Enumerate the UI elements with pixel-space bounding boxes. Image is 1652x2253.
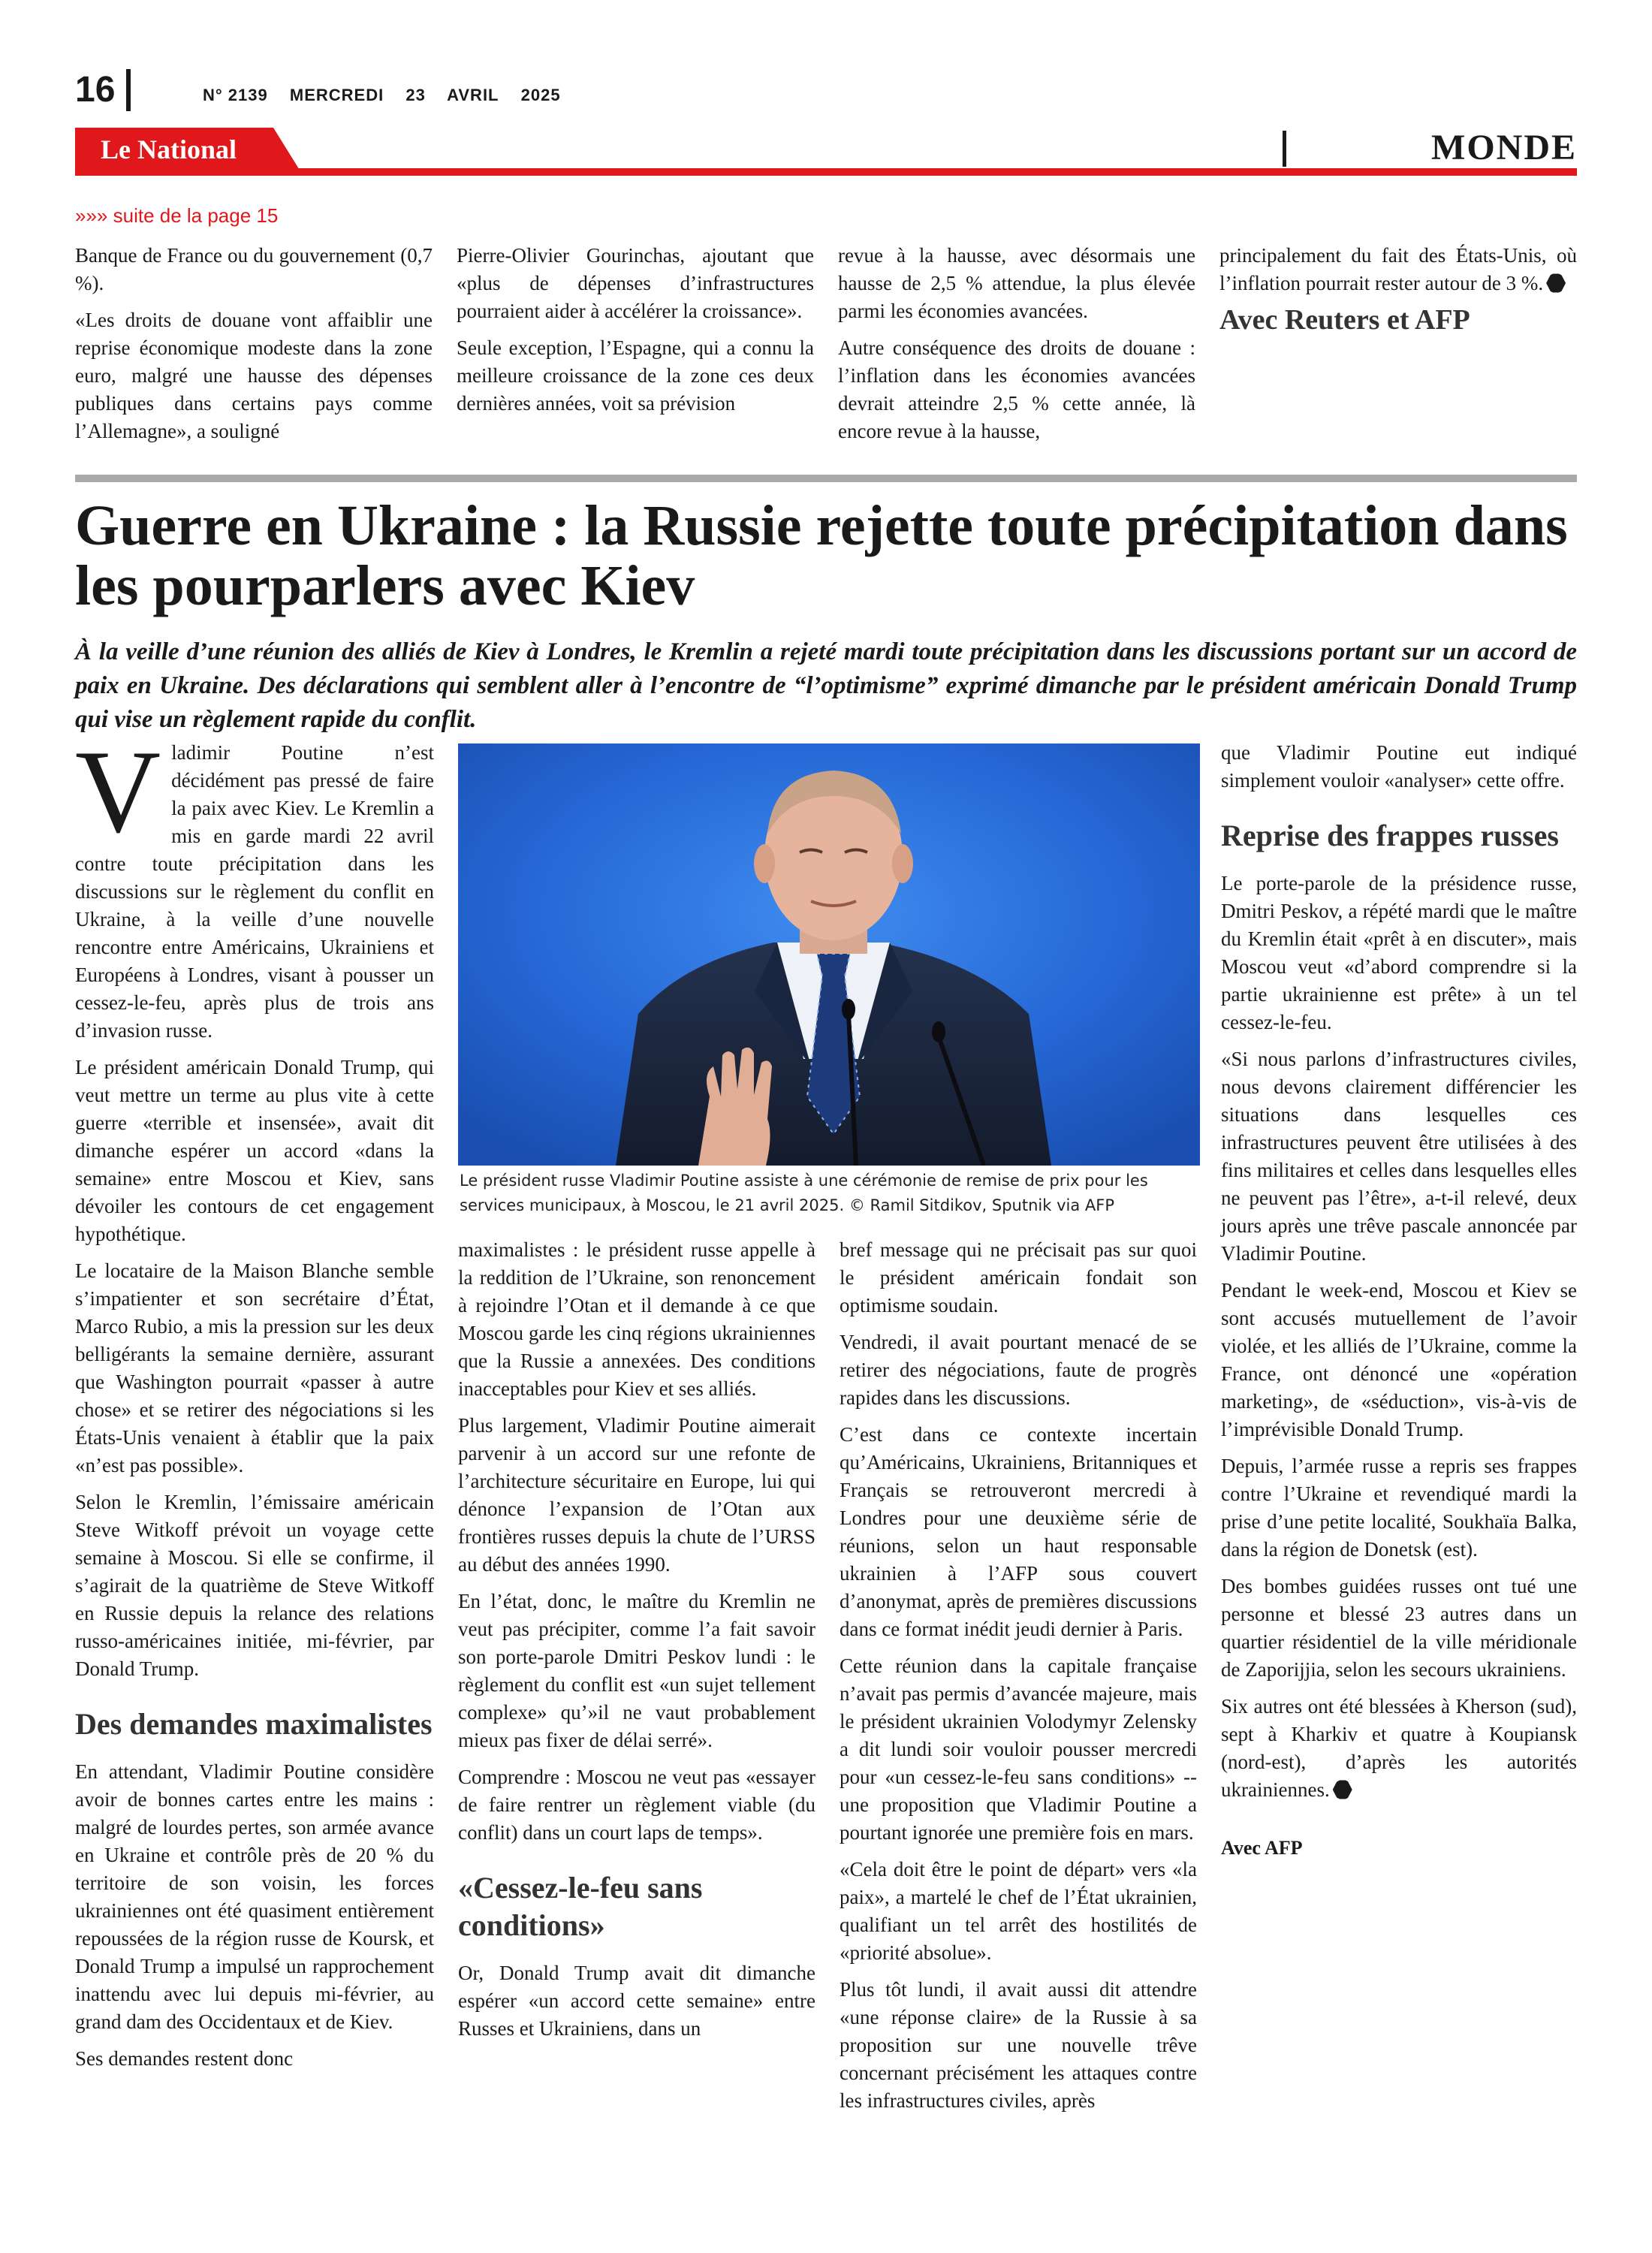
paragraph: Selon le Kremlin, l’émissaire américain Steve Witkoff prévoit un voyage cette semaine à Moscou. Si elle se confirme, il s’agirait de la quatrième de Steve Witkoff en Russie depuis la relance des relations russo-américaines initiée, mi-février, par Donald Trump. [75,1491,434,1680]
paragraph: que Vladimir Poutine eut indiqué simplement vouloir «analyser» cette offre. [1221,741,1577,792]
prev-article-col3 [838,242,1195,454]
paragraph: Banque de France ou du gouvernement (0,7 %). [75,244,433,294]
section-divider [1283,131,1286,167]
paragraph: bref message qui ne précisait pas sur quoi le président américain fondait son optimisme soudain. [840,1238,1197,1317]
article-col2 [458,1236,815,2052]
paragraph: Vendredi, il avait pourtant menacé de se retirer des négociations, faute de progrès rapides dans les discussions. [840,1331,1197,1409]
paragraph: Seule exception, l’Espagne, qui a connu la meilleure croissance de la zone ces deux dernières années, voit sa prévision [457,336,814,415]
paragraph-text: principalement du fait des États-Unis, où l’inflation pourrait rester autour de 3 %. [1219,244,1577,294]
paragraph: Le porte-parole de la présidence russe, Dmitri Peskov, a répété mardi que le maître du Kremlin était «prêt à en discuter», mais Moscou veut «d’abord comprendre si la partie ukrainienne est prête» à un tel cessez-le-feu. [1221,872,1577,1033]
issue-day: 23 [405,86,426,104]
issue-info [203,86,577,105]
paragraph: Or, Donald Trump avait dit dimanche espérer «un accord cette semaine» entre Russes et Ukrainiens, dans un [458,1962,815,2040]
paragraph [1221,1693,1577,1804]
subheading: «Cessez-le-feu sans conditions» [458,1871,703,1942]
paragraph: Pierre-Olivier Gourinchas, ajoutant que «plus de dépenses d’infrastructures pourraient aider à accélérer la croissance». [457,244,814,322]
dropcap: V [75,726,161,858]
paragraph: Plus largement, Vladimir Poutine aimerait parvenir à un accord sur une refonte de l’architecture sécuritaire en Europe, lui qui dénonce l’expansion de l’Otan aux frontières russes depuis la chute de l’URSS au début des années 1990. [458,1414,815,1576]
subheading: Reprise des frappes russes [1221,819,1559,852]
article-col3 [840,1236,1197,2124]
paragraph: Des bombes guidées russes ont tué une personne et blessé 23 autres dans un quartier résidentiel de la ville méridionale de Zaporijjia, selon les secours ukrainiens. [1221,1575,1577,1681]
brand-name: Le National [101,134,237,164]
paragraph: En l’état, donc, le maître du Kremlin ne veut pas précipiter, comme l’a fait savoir son porte-parole Dmitri Peskov lundi : le règlement du conflit est «un sujet tellement complexe» qu’»il ne vaut probablement mieux pas fixer de délai serré». [458,1590,815,1751]
prev-article-signature: Avec Reuters et AFP [1219,304,1470,336]
continued-from-page: »»» suite de la page 15 [75,204,279,227]
issue-month: AVRIL [447,86,499,104]
paragraph: En attendant, Vladimir Poutine considère avoir de bonnes cartes entre les mains : malgré de lourdes pertes, son armée avance en Ukraine et contrôle près de 20 % du territoire de son voisin, les forces ukrainiennes ont été quasiment entièrement repoussées de la région russe de Koursk, et Donald Trump a impulsé un rapprochement inattendu avec lui depuis mi-février, au grand dam des Occidentaux et de Kiev. [75,1760,434,2033]
subheading: Des demandes maximalistes [75,1707,433,1741]
section-name: MONDE [1431,128,1577,167]
paragraph: Ses demandes restent donc [75,2047,294,2070]
putin-portrait-image [458,743,1200,1166]
paragraph: Autre conséquence des droits de douane : l’inflation dans les économies avancées devrait atteindre 2,5 % cette année, là encore revue à la hausse, [838,336,1195,442]
issue-number: N° 2139 [203,86,268,104]
end-of-article-icon [1546,273,1566,293]
article-standfirst: À la veille d’une réunion des alliés de Kiev à Londres, le Kremlin a rejeté mardi toute précipitation dans les discussions portant sur un accord de paix en Ukraine. Des déclarations qui semblent aller à l’encontre de “l’optimisme” exprimé dimanche par le président américain Donald Trump qui vise un règlement rapide du conflit. [75,638,1577,733]
article-col4 [1221,739,1577,1862]
issue-year: 2025 [520,86,561,104]
page-number: 16 [75,70,116,110]
paragraph: «Cela doit être le point de départ» vers «la paix», a martelé le chef de l’État ukrainien, qualifiant un tel arrêt des hostilités de «priorité absolue». [840,1858,1197,1964]
article-col1 [75,726,434,2082]
paragraph: Depuis, l’armée russe a repris ses frappes contre l’Ukraine et revendiqué mardi la prise d’une petite localité, Soukhaïa Balka, dans la région de Donetsk (est). [1221,1455,1577,1561]
paragraph: maximalistes : le président russe appelle à la reddition de l’Ukraine, son renoncement à rejoindre l’Otan et il demande à ce que Moscou garde les cinq régions ukrainiennes que la Russie a annexées. Des conditions inacceptables pour Kiev et ses alliés. [458,1238,815,1400]
paragraph: «Si nous parlons d’infrastructures civiles, nous devons clairement différencier les situations dans lesquelles ces infrastructures peuvent être utilisées à des fins militaires et celles dans lesquelles elles ne peuvent pas l’être», a-t-il relevé, deux jours après une trêve pascale annoncée par Vladimir Poutine. [1221,1048,1577,1265]
article-photo [458,743,1200,1166]
end-of-article-icon [1333,1780,1352,1799]
paragraph: Cette réunion dans la capitale française n’avait pas permis d’avancée majeure, mais le président ukrainien Volodymyr Zelensky a dit lundi soir vouloir pousser mercredi pour «un cessez-le-feu sans conditions» -- une proposition que Vladimir Poutine a pourtant ignorée une première fois en mars. [840,1654,1197,1844]
paragraph: C’est dans ce contexte incertain qu’Américains, Ukrainiens, Britanniques et Français se retrouveront mercredi à Londres pour une deuxième série de réunions, selon un haut responsable ukrainien à l’AFP sous couvert d’anonymat, après de premières discussions dans ce format inédit jeudi dernier à Paris. [840,1423,1197,1640]
article-signature: Avec AFP [1221,1837,1303,1859]
article-separator [75,475,1577,482]
photo-caption: Le président russe Vladimir Poutine assiste à une cérémonie de remise de prix pour les services municipaux, à Moscou, le 21 avril 2025. © Ramil Sitdikov, Sputnik via AFP [460,1172,1148,1214]
paragraph: Le locataire de la Maison Blanche semble s’impatienter et son secrétaire d’État, Marco Rubio, a mis la pression sur les deux belligérants la semaine dernière, assurant que Washington pourrait «passer à autre chose» et se retirer des négociations si les États-Unis venaient à établir que la paix «n’est pas possible». [75,1259,434,1476]
article-headline: Guerre en Ukraine : la Russie rejette toute précipitation dans les pourparlers avec Kiev [75,494,1568,617]
paragraph: Pendant le week-end, Moscou et Kiev se sont accusés mutuellement de l’avoir violée, et les alliés de l’Ukraine, comme la France, ont dénoncé une «opération marketing», de «séduction», vis-à-vis de l’imprévisible Donald Trump. [1221,1279,1577,1440]
paragraph: Comprendre : Moscou ne veut pas «essayer de faire rentrer un règlement viable (du conflit) dans un court laps de temps». [458,1766,815,1844]
lead-paragraph [75,726,434,1045]
paragraph-text: Six autres ont été blessées à Kherson (sud), sept à Kharkiv et quatre à Koupiansk (nord-est), d’après les autorités ukrainiennes. [1221,1695,1577,1801]
prev-article-col2 [457,242,814,427]
paragraph [1219,242,1577,297]
page-number-divider [126,69,131,111]
paragraph: Le président américain Donald Trump, qui veut mettre un terme au plus vite à cette guerre «terrible et insensée», avait dit dimanche espérer un accord «dans la semaine» entre Moscou et Kiev, sans dévoiler les contours de cet engagement hypothétique. [75,1056,434,1245]
lead-paragraph-text: ladimir Poutine n’est décidément pas pressé de faire la paix avec Kiev. Le Kremlin a mis en garde mardi 22 avril contre toute précipitation dans les discussions sur le règlement du conflit en Ukraine, à la veille d’une nouvelle rencontre entre Américains, Ukrainiens et Européens à Londres, visant à pousser un cessez-le-feu, après plus de trois ans d’invasion russe. [75,741,434,1042]
issue-weekday: MERCREDI [289,86,384,104]
header-red-rule [75,168,1577,176]
paragraph: «Les droits de douane vont affaiblir une reprise économique modeste dans la zone euro, malgré une hausse des dépenses publiques dans certains pays comme l’Allemagne», a souligné [75,309,433,442]
paragraph: Plus tôt lundi, il avait aussi dit attendre «une réponse claire» de la Russie à sa proposition sur une nouvelle trêve concernant précisément les attaques contre les infrastructures civiles, après [840,1978,1197,2112]
prev-article-col1 [75,242,433,454]
prev-article-col4 [1219,242,1577,334]
paragraph: revue à la hausse, avec désormais une hausse de 2,5 % attendue, la plus élevée parmi les économies avancées. [838,244,1195,322]
